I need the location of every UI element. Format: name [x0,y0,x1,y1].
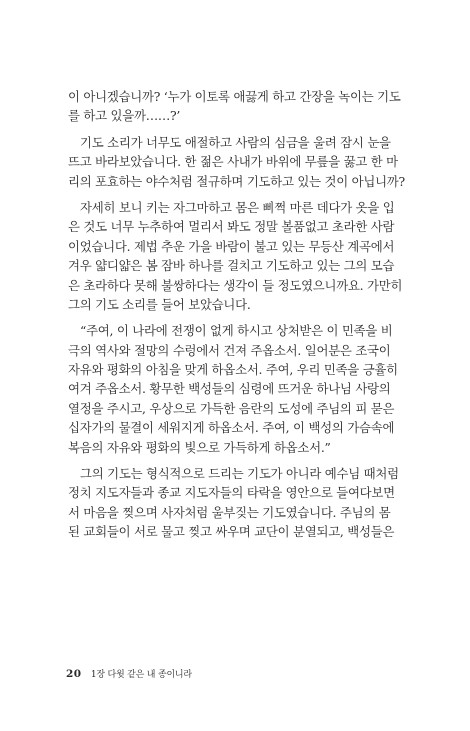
text-line: 그의 기도는 형식적으로 드리는 기도가 아니라 예수님 때처럼 [80,466,399,482]
running-chapter-title: 1장 다윗 같은 내 종이니라 [90,670,192,680]
body-text [68,87,412,542]
text-line: 은 초라하다 못해 불쌍하다는 생각이 들 정도였으니까요. 가만히 [68,277,403,293]
text-line: 복음의 자유와 평화의 빛으로 가득하게 하옵소서.” [68,439,331,455]
text-line: “주여, 이 나라에 전쟁이 없게 하시고 상처받은 이 민족을 비 [80,323,393,339]
text-line: 자세히 보니 키는 자그마하고 몸은 삐쩍 마른 데다가 옷을 입 [80,199,395,215]
prayer-quote [68,321,412,457]
text-line: 이었습니다. 제법 추운 가을 바람이 불고 있는 무등산 계곡에서 [68,238,395,254]
paragraph [68,87,412,126]
text-line: 리의 포효하는 야수처럼 절규하며 기도하고 있는 것이 아닙니까? [68,173,405,189]
text-line: 열정을 주시고, 우상으로 가득한 음란의 도성에 주님의 피 묻은 [68,400,395,416]
text-line: 기도 소리가 너무도 애절하고 사람의 심금을 울려 잠시 눈을 [80,134,391,150]
text-line: 극의 역사와 절망의 수렁에서 건져 주옵소서. 일어분은 조국이 [68,342,391,358]
page-number: 20 [66,668,82,680]
text-line: 이 아니겠습니까? ‘누가 이토록 애끓게 하고 간장을 녹이는 기도 [68,89,401,104]
text-line: 그의 기도 소리를 들어 보았습니다. [68,296,251,312]
paragraph [68,198,412,314]
text-line: 를 하고 있을까……?’ [68,108,181,124]
paragraph [68,464,412,542]
text-line: 십자가의 물결이 세워지게 하옵소서. 주여, 이 백성의 가슴속에 [68,420,395,436]
text-line: 뜨고 바라보았습니다. 한 젊은 사내가 바위에 무릎을 꿇고 한 마 [68,154,398,170]
paragraph [68,133,412,191]
text-line: 여겨 주옵소서. 황무한 백성들의 심령에 뜨거운 하나님 사랑의 [68,381,391,397]
text-line: 서 마음을 찢으며 사자처럼 울부짖는 기도였습니다. 주님의 몸 [68,504,391,520]
page-footer [66,667,192,680]
text-line: 된 교회들이 서로 물고 찢고 싸우며 교단이 분열되고, 백성들은 [68,524,395,540]
text-line: 정치 지도자들과 종교 지도자들의 타락을 영안으로 들여다보면 [68,485,395,501]
text-line: 겨우 얇디얇은 봄 잠바 하나를 걸치고 기도하고 있는 그의 모습 [68,258,395,274]
text-line: 자유와 평화의 아침을 맞게 하옵소서. 주여, 우리 민족을 긍휼히 [68,362,398,378]
text-line: 은 것도 너무 누추하여 멀리서 봐도 정말 볼품없고 초라한 사람 [68,219,395,235]
